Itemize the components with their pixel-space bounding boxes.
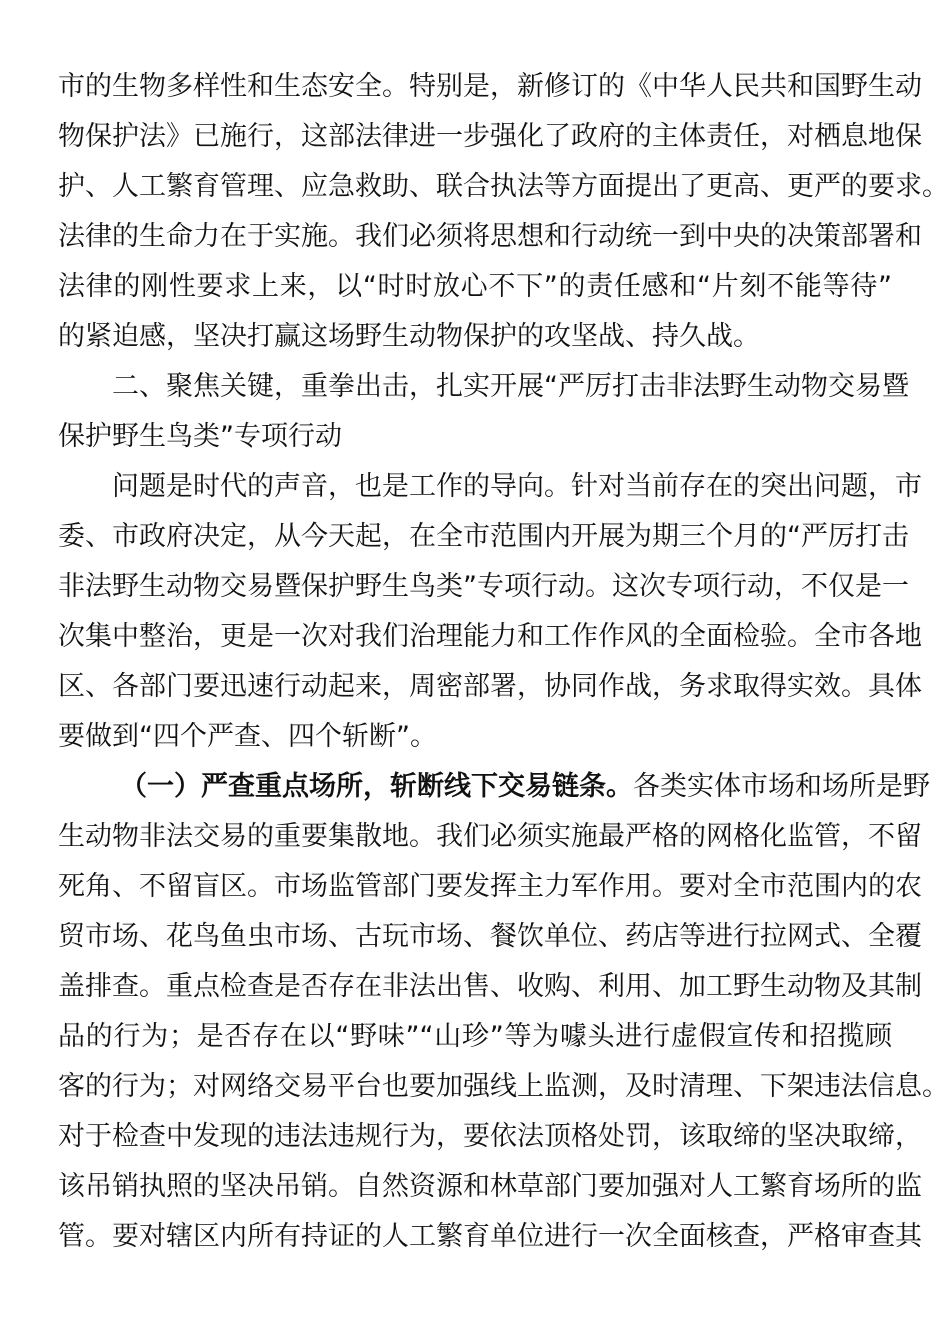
text-line: 问题是时代的声音，也是工作的导向。针对当前存在的突出问题，市 bbox=[112, 471, 922, 502]
section-heading: 二、聚焦关键，重拳出击，扎实开展“严厉打击非法野生动物交易暨 bbox=[112, 371, 909, 402]
text-line: 死角、不留盲区。市场监管部门要发挥主力军作用。要对全市范围内的农 bbox=[58, 871, 922, 902]
text-line: 委、市政府决定，从今天起，在全市范围内开展为期三个月的“严厉打击 bbox=[58, 521, 909, 552]
text-line: 要做到“四个严查、四个斩断”。 bbox=[58, 721, 437, 752]
text-line: 法律的生命力在于实施。我们必须将思想和行动统一到中央的决策部署和 bbox=[58, 221, 922, 252]
text-line: 品的行为；是否存在以“野味”“山珍”等为噱头进行虚假宣传和招揽顾 bbox=[58, 1021, 892, 1052]
subheading-rest: 各类实体市场和场所是野 bbox=[633, 771, 930, 802]
subheading-line bbox=[58, 762, 930, 812]
text-line: 该吊销执照的坚决吊销。自然资源和林草部门要加强对人工繁育场所的监 bbox=[58, 1171, 922, 1202]
text-line: 对于检查中发现的违法违规行为，要依法顶格处罚，该取缔的坚决取缔， bbox=[58, 1121, 922, 1152]
text-line: 市的生物多样性和生态安全。特别是，新修订的《中华人民共和国野生动 bbox=[58, 71, 922, 102]
subheading-bold: （一）严查重点场所，斩断线下交易链条。 bbox=[120, 771, 633, 802]
text-line: 物保护法》已施行，这部法律进一步强化了政府的主体责任，对栖息地保 bbox=[58, 121, 922, 152]
text-line: 区、各部门要迅速行动起来，周密部署，协同作战，务求取得实效。具体 bbox=[58, 671, 922, 702]
text-line: 非法野生动物交易暨保护野生鸟类”专项行动。这次专项行动，不仅是一 bbox=[58, 571, 909, 602]
text-line: 次集中整治，更是一次对我们治理能力和工作作风的全面检验。全市各地 bbox=[58, 621, 922, 652]
text-line: 法律的刚性要求上来，以“时时放心不下”的责任感和“片刻不能等待” bbox=[58, 271, 892, 302]
text-line: 管。要对辖区内所有持证的人工繁育单位进行一次全面核查，严格审查其 bbox=[58, 1221, 922, 1252]
text-line: 生动物非法交易的重要集散地。我们必须实施最严格的网格化监管，不留 bbox=[58, 821, 922, 852]
text-line: 盖排查。重点检查是否存在非法出售、收购、利用、加工野生动物及其制 bbox=[58, 971, 922, 1002]
text-line: 护、人工繁育管理、应急救助、联合执法等方面提出了更高、更严的要求。 bbox=[58, 171, 949, 202]
text-line: 的紧迫感，坚决打赢这场野生动物保护的攻坚战、持久战。 bbox=[58, 321, 760, 352]
text-line: 客的行为；对网络交易平台也要加强线上监测，及时清理、下架违法信息。 bbox=[58, 1071, 949, 1102]
section-heading: 保护野生鸟类”专项行动 bbox=[58, 421, 342, 452]
text-line: 贸市场、花鸟鱼虫市场、古玩市场、餐饮单位、药店等进行拉网式、全覆 bbox=[58, 921, 922, 952]
